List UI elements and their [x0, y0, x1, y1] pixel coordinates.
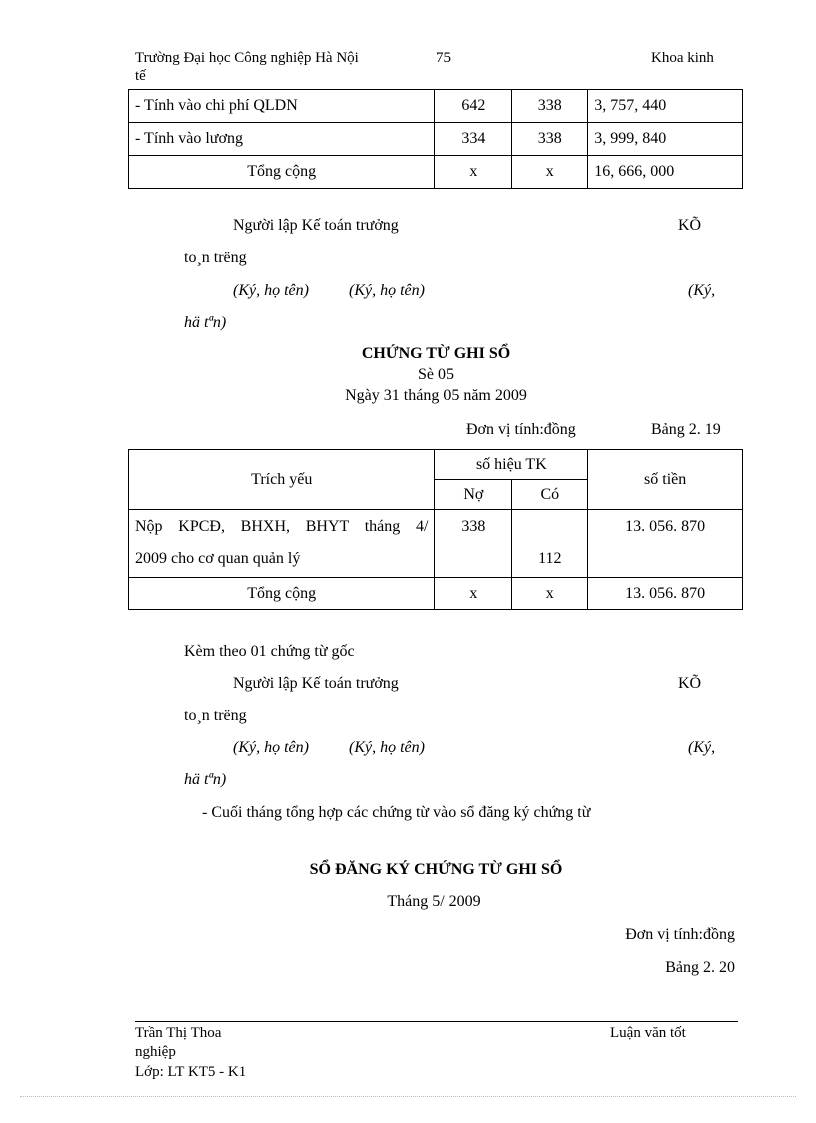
table-header-row: [129, 450, 743, 480]
signature-note-c: (Ký,: [688, 282, 716, 299]
row-desc: [129, 510, 435, 578]
row-credit: 338: [512, 123, 588, 156]
signature-title-right: KÕ: [678, 217, 702, 234]
header-faculty: Khoa kinh: [651, 50, 714, 66]
header-school: Trường Đại học Công nghiệp Hà Nội: [135, 50, 359, 66]
total-amount: 16, 666, 000: [588, 156, 743, 189]
register-month: Tháng 5/ 2009: [387, 893, 481, 910]
voucher-table: [128, 449, 743, 610]
header-debit: Nợ: [435, 480, 512, 510]
footer-class: Lớp: LT KT5 - K1: [135, 1064, 247, 1080]
page-bottom-border: [20, 1096, 796, 1097]
attachment-note: Kèm theo 01 chứng từ gốc: [184, 643, 355, 660]
register-title: SỔ ĐĂNG KÝ CHỨNG TỪ GHI SỔ: [309, 861, 563, 878]
register-unit: Đơn vị tính:đồng: [625, 926, 735, 943]
table-row: [129, 123, 743, 156]
row-credit: 338: [512, 90, 588, 123]
signature-note-b: (Ký, họ tên): [349, 739, 425, 756]
header-faculty-cont: tế: [135, 68, 146, 84]
voucher-title: CHỨNG TỪ GHI SỔ: [361, 345, 511, 362]
table-row: [129, 90, 743, 123]
header-credit: Có: [512, 480, 588, 510]
footer-thesis: Luận văn tốt: [610, 1025, 686, 1041]
header-summary: Trích yếu: [129, 450, 435, 510]
header-account-no: số hiệu TK: [435, 450, 588, 480]
header-amount: số tiền: [588, 450, 743, 510]
signature-titles: Người lập Kế toán trưởng: [233, 675, 399, 692]
table-row: [129, 510, 743, 578]
footer-divider: [135, 1021, 738, 1022]
row-amount: 3, 999, 840: [588, 123, 743, 156]
signature-titles: Người lập Kế toán trưởng: [233, 217, 399, 234]
total-credit: x: [512, 578, 588, 610]
register-table-ref: Bảng 2. 20: [665, 959, 735, 976]
signature-title-cont: to¸n trëng: [184, 249, 247, 266]
signature-note-a: (Ký, họ tên): [233, 739, 309, 756]
total-debit: x: [435, 578, 512, 610]
footer-author: Trần Thị Thoa: [135, 1025, 222, 1041]
row-desc: - Tính vào chi phí QLDN: [129, 90, 435, 123]
row-debit: 334: [435, 123, 512, 156]
salary-allocation-table: [128, 89, 743, 189]
voucher-unit: Đơn vị tính:đồng: [466, 421, 576, 438]
total-credit: x: [512, 156, 588, 189]
voucher-table-ref: Bảng 2. 19: [651, 421, 721, 438]
total-debit: x: [435, 156, 512, 189]
row-desc-line1: Nộp KPCĐ, BHXH, BHYT tháng 4/: [135, 518, 429, 535]
signature-note-d: hä tªn): [184, 771, 227, 788]
voucher-date: Ngày 31 tháng 05 năm 2009: [345, 387, 527, 404]
row-amount: 3, 757, 440: [588, 90, 743, 123]
signature-title-right: KÕ: [678, 675, 702, 692]
row-desc-line2: 2009 cho cơ quan quản lý: [135, 550, 301, 567]
signature-note-c: (Ký,: [688, 739, 716, 756]
signature-note-b: (Ký, họ tên): [349, 282, 425, 299]
signature-title-cont: to¸n trëng: [184, 707, 247, 724]
table-total-row: [129, 156, 743, 189]
row-credit: 112: [512, 510, 588, 578]
voucher-number: Sè 05: [418, 366, 454, 383]
total-label: Tổng cộng: [129, 578, 435, 610]
total-label: Tổng cộng: [129, 156, 435, 189]
signature-note-a: (Ký, họ tên): [233, 282, 309, 299]
row-debit: 338: [435, 510, 512, 578]
header-page-number: 75: [436, 50, 451, 66]
footer-thesis-cont: nghiệp: [135, 1044, 176, 1060]
signature-note-d: hä tªn): [184, 314, 227, 331]
row-desc: - Tính vào lương: [129, 123, 435, 156]
monthly-note: - Cuối tháng tổng hợp các chứng từ vào sổ đăng ký chứng từ: [202, 804, 591, 821]
table-total-row: [129, 578, 743, 610]
row-amount: 13. 056. 870: [588, 510, 743, 578]
row-debit: 642: [435, 90, 512, 123]
total-amount: 13. 056. 870: [588, 578, 743, 610]
